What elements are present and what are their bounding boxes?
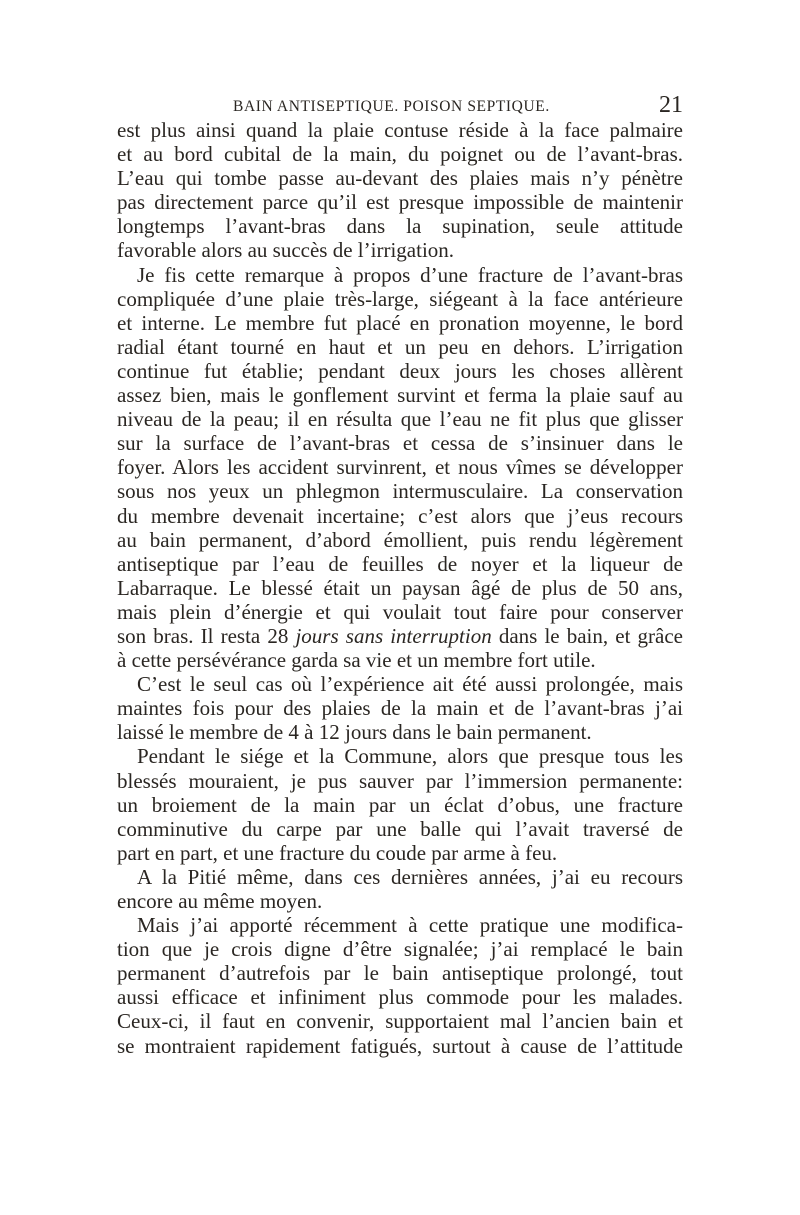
text-line: blessés mouraient, je pus sauver par l’immersion permanente: <box>117 768 683 793</box>
text-line: L’eau qui tombe passe au-devant des plaies mais n’y pénètre <box>117 166 683 191</box>
text-line: assez bien, mais le gonflement survint et ferma la plaie sauf au <box>117 383 683 408</box>
paragraph <box>117 913 683 1058</box>
running-header-title: BAIN ANTISEPTIQUE. POISON SEPTIQUE. <box>233 98 550 115</box>
text-segment: dans le bain, et grâce <box>491 623 683 648</box>
page-number: 21 <box>659 92 683 118</box>
text-line: permanent d’autrefois par le bain antiseptique prolongé, tout <box>117 961 683 986</box>
text-line: est plus ainsi quand la plaie contuse réside à la face palmaire <box>117 118 683 142</box>
text-line: Pendant le siége et la Commune, alors que presque tous les <box>137 744 683 769</box>
text-line: mais plein d’énergie et qui voulait tout faire pour conserver <box>117 599 683 624</box>
text-line: favorable alors au succès de l’irrigation. <box>117 238 455 263</box>
text-line: sous nos yeux un phlegmon intermusculaire. La conservation <box>117 479 683 504</box>
text-line: Labarraque. Le blessé était un paysan âgé de plus de 50 ans, <box>117 575 683 600</box>
text-line: longtemps l’avant-bras dans la supination, seule attitude <box>117 214 683 239</box>
text-line: au bain permanent, d’abord émollient, puis rendu légèrement <box>117 527 683 552</box>
text-line: compliquée d’une plaie très-large, siégeant à la face antérieure <box>117 286 683 311</box>
body-text <box>117 118 683 1058</box>
paragraph <box>117 865 683 913</box>
text-line: continue fut établie; pendant deux jours les choses allèrent <box>117 358 683 383</box>
text-line: et interne. Le membre fut placé en pronation moyenne, le bord <box>117 310 683 335</box>
text-line: sur la surface de l’avant-bras et cessa de s’insinuer dans le <box>117 431 683 456</box>
text-line: C’est le seul cas où l’expérience ait été aussi prolongée, mais <box>137 672 683 697</box>
text-line: foyer. Alors les accident survinrent, et nous vîmes se développer <box>117 455 683 480</box>
text-line: tion que je crois digne d’être signalée; j’ai remplacé le bain <box>117 937 683 962</box>
text-line: à cette persévérance garda sa vie et un membre fort utile. <box>117 648 596 673</box>
text-line-with-italic <box>117 624 683 648</box>
text-line: maintes fois pour des plaies de la main et de l’avant-bras j’ai <box>117 696 683 721</box>
text-line: Ceux-ci, il faut en convenir, supportaient mal l’ancien bain et <box>117 1009 683 1034</box>
text-line: laissé le membre de 4 à 12 jours dans le bain permanent. <box>117 720 592 745</box>
paragraph <box>117 672 683 744</box>
text-line: se montraient rapidement fatigués, surtout à cause de l’attitude <box>117 1033 683 1058</box>
text-line: et au bord cubital de la main, du poignet ou de l’avant-bras. <box>117 142 683 167</box>
paragraph <box>117 118 683 263</box>
text-line: comminutive du carpe par une balle qui l’avait traversé de <box>117 816 683 841</box>
text-line: Je fis cette remarque à propos d’une fracture de l’avant-bras <box>137 262 683 287</box>
text-line: Mais j’ai apporté récemment à cette pratique une modifica- <box>137 913 683 938</box>
text-line: A la Pitié même, dans ces dernières années, j’ai eu recours <box>137 864 683 889</box>
italic-phrase: jours sans interruption <box>295 623 492 648</box>
paragraph <box>117 263 683 673</box>
text-line: pas directement parce qu’il est presque impossible de maintenir <box>117 190 683 215</box>
text-line: encore au même moyen. <box>117 889 323 913</box>
text-line: part en part, et une fracture du coude par arme à feu. <box>117 840 558 865</box>
text-line: antiseptique par l’eau de feuilles de noyer et la liqueur de <box>117 551 683 576</box>
text-line: du membre devenait incertaine; c’est alors que j’eus recours <box>117 503 683 528</box>
text-line: radial étant tourné en haut et un peu en dehors. L’irrigation <box>117 334 683 359</box>
text-line: aussi efficace et infiniment plus commode pour les malades. <box>117 985 683 1010</box>
text-line: niveau de la peau; il en résulta que l’eau ne fit plus que glisser <box>117 407 683 432</box>
paragraph <box>117 744 683 864</box>
text-segment: son bras. Il resta 28 <box>117 623 296 648</box>
text-line: un broiement de la main par un éclat d’obus, une fracture <box>117 792 683 817</box>
